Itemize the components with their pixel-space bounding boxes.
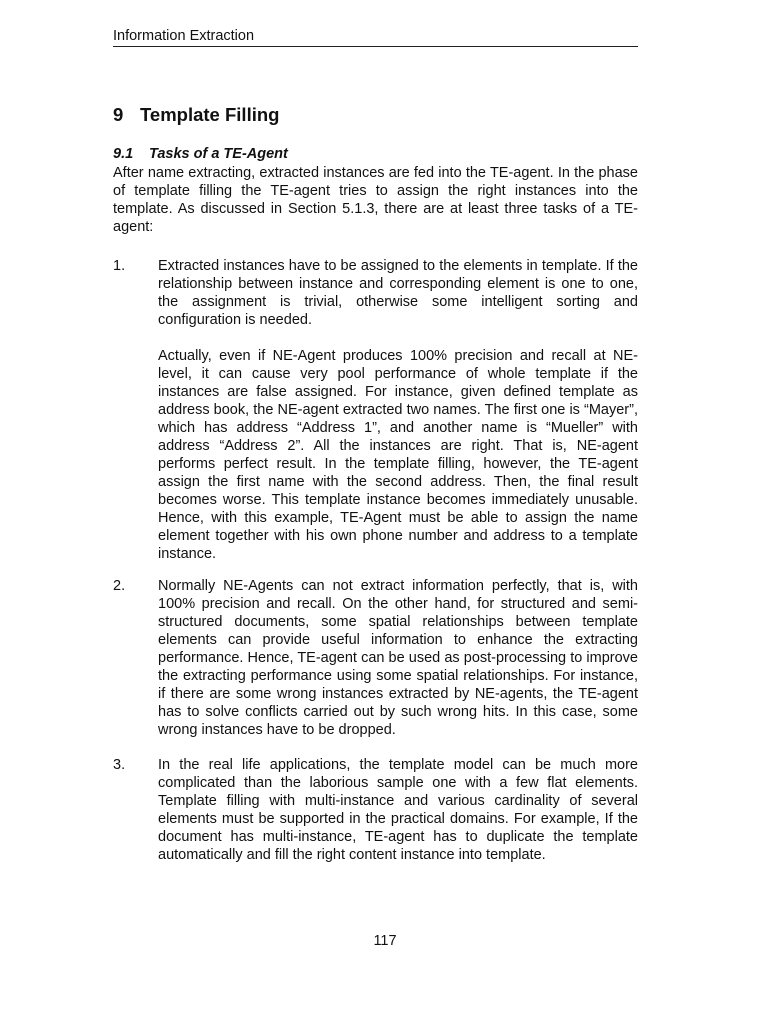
list-item — [113, 257, 638, 563]
page-number: 117 — [373, 933, 397, 949]
intro-paragraph: After name extracting, extracted instances are fed into the TE-agent. In the phase of template filling the TE-agent tries to assign the right instances into the template. As discussed in Section 5.1.3, there are at least three tasks of a TE-agent: — [113, 165, 638, 235]
list-item-paragraph: Extracted instances have to be assigned to the elements in template. If the relationship between instance and corresponding element is one to one, the assignment is trivial, otherwise some intelligent sorting and configuration is needed. — [158, 258, 638, 328]
chapter-title: Template Filling — [140, 104, 280, 125]
list-item-body — [158, 577, 638, 739]
section-heading — [113, 145, 288, 163]
list-marker: 1. — [113, 258, 126, 274]
chapter-number: 9 — [113, 104, 124, 125]
section-title: Tasks of a TE-Agent — [149, 146, 288, 162]
list-marker: 2. — [113, 578, 126, 594]
chapter-heading — [113, 103, 279, 127]
list-item-paragraph: Normally NE-Agents can not extract information perfectly, that is, with 100% precision and recall. On the other hand, for structured and semi-structured documents, some spatial relationships between template elements can provide useful information to enhance the extracting performance. Hence, TE-agent can be used as post-processing to improve the extracting performance using some spatial relationships. For instance, if there are some wrong instances extracted by NE-agents, the TE-agent has to solve conflicts carried out by such wrong hits. In this case, some wrong instances have to be dropped. — [158, 578, 638, 738]
list-marker: 3. — [113, 757, 126, 773]
section-number: 9.1 — [113, 146, 134, 162]
list-item-body — [158, 257, 638, 563]
running-header: Information Extraction — [113, 27, 638, 47]
list-item — [113, 756, 638, 864]
list-item-body — [158, 756, 638, 864]
list-item-paragraph: Actually, even if NE-Agent produces 100% precision and recall at NE-level, it can cause very pool performance of whole template if the instances are false assigned. For instance, given defined template as address book, the NE-agent extracted two names. The first one is “Mayer”, which has address “Address 1”, and another name is “Mueller” with address “Address 2”. All the instances are right. That is, NE-agent performs perfect result. In the template filling, however, the TE-agent assign the first name with the second address. Then, the final result becomes worse. This template instance becomes immediately unusable. Hence, with this example, TE-Agent must be able to assign the name element together with his own phone number and address to a template instance. — [158, 348, 638, 562]
list-item — [113, 577, 638, 739]
list-item-paragraph: In the real life applications, the template model can be much more complicated than the laborious sample one with a few flat elements. Template filling with multi-instance and various cardinality of several elements must be supported in the practical domains. For example, If the document has multi-instance, TE-agent has to duplicate the template automatically and fill the right content instance into template. — [158, 757, 638, 863]
